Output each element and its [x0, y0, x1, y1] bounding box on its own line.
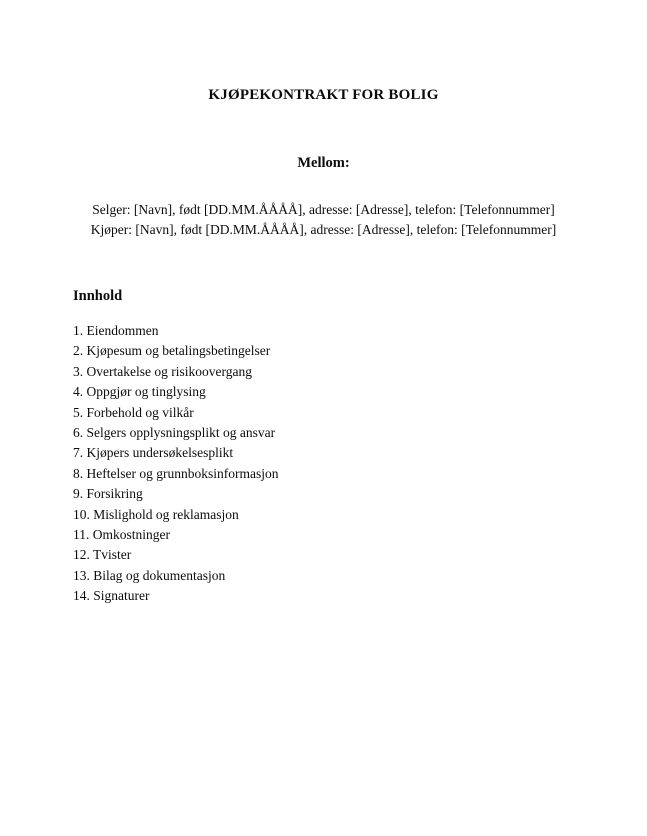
toc-item: 1. Eiendommen [73, 323, 159, 338]
toc-item: 13. Bilag og dokumentasjon [73, 567, 226, 583]
toc-item: 14. Signaturer [73, 588, 150, 604]
toc-item: 3. Overtakelse og risikoovergang [73, 363, 252, 379]
toc-item: 11. Omkostninger [73, 527, 170, 543]
toc-item: 8. Heftelser og grunnboksinformasjon [73, 465, 279, 481]
toc-item: 10. Mislighold og reklamasjon [73, 506, 239, 522]
seller-line: Selger: [Navn], født [DD.MM.ÅÅÅÅ], adresse: [Adresse], telefon: [Telefonnummer] [92, 201, 555, 217]
toc-list [73, 321, 574, 607]
toc-item: 2. Kjøpesum og betalingsbetingelser [73, 343, 271, 359]
toc-item: 6. Selgers opplysningsplikt og ansvar [73, 425, 276, 441]
toc-item: 12. Tvister [73, 547, 132, 563]
toc-item: 5. Forbehold og vilkår [73, 404, 194, 420]
toc-item: 7. Kjøpers undersøkelsesplikt [73, 445, 234, 461]
toc-item: 4. Oppgjør og tinglysing [73, 384, 206, 400]
toc-item: 9. Forsikring [73, 486, 143, 502]
document-title: KJØPEKONTRAKT FOR BOLIG [208, 87, 439, 103]
buyer-line: Kjøper: [Navn], født [DD.MM.ÅÅÅÅ], adresse: [Adresse], telefon: [Telefonnummer] [90, 222, 557, 238]
toc-heading: Innhold [73, 287, 123, 304]
between-label: Mellom: [297, 154, 350, 171]
parties-block [73, 200, 574, 241]
